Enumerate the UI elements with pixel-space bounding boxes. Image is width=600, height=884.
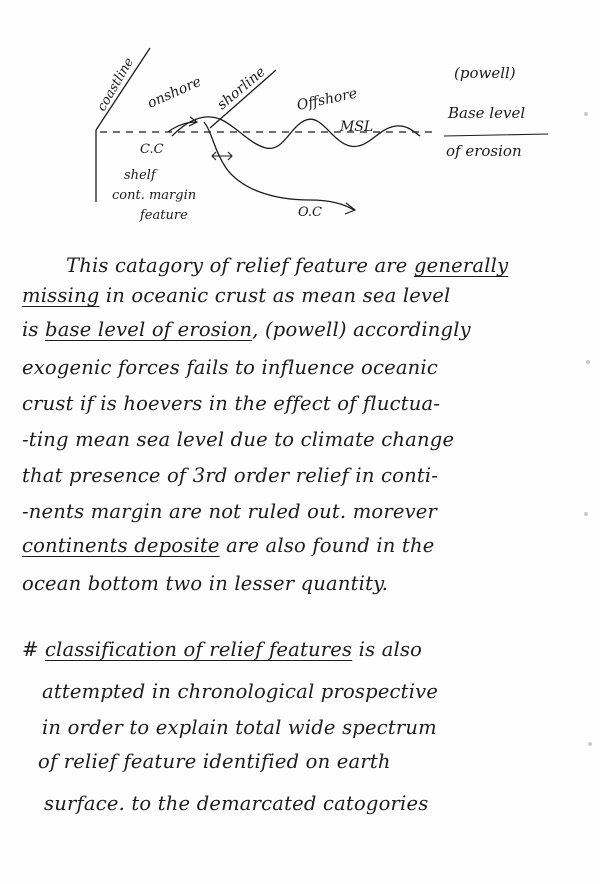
label-feature: feature	[140, 208, 188, 223]
label-coastline: coastline	[94, 55, 138, 114]
para2-line-4	[38, 750, 391, 773]
label-onshore: onshore	[145, 73, 204, 112]
para1-line-5-text: crust if is hoevers in the effect of fluctua-	[22, 392, 441, 415]
para2-line-2	[42, 680, 438, 703]
para1-underlined-missing: missing	[22, 284, 100, 307]
scan-speck	[584, 112, 588, 116]
label-cont-margin: cont. margin	[112, 188, 197, 203]
para2-line-4-text: of relief feature identified on earth	[38, 750, 391, 773]
label-cc: C.C	[140, 142, 164, 157]
para2-hash-mark: #	[22, 638, 45, 661]
label-offshore: Offshore	[295, 85, 359, 114]
label-oc: O.C	[298, 205, 322, 220]
label-shelf: shelf	[124, 168, 156, 183]
para1-line-10	[22, 572, 388, 595]
para1-line-9-text: are also found in the	[219, 534, 435, 557]
para2-underlined-classification: classification of relief features	[44, 638, 353, 661]
para2-line-3	[42, 716, 437, 739]
para1-line-4	[22, 356, 438, 379]
para1-line-2	[22, 284, 450, 307]
para1-underlined-continents-deposite: continents deposite	[22, 534, 220, 557]
label-base-level: Base level	[448, 104, 526, 122]
label-msl: MSL	[340, 119, 374, 135]
para1-line-1-text: This catagory of relief feature are	[66, 254, 414, 277]
para1-underlined-generally: generally	[413, 254, 509, 277]
para2-line-5	[44, 792, 428, 815]
para1-underlined-base-level: base level of erosion	[45, 318, 253, 341]
erosion-underline	[444, 134, 548, 136]
para1-line-9	[22, 534, 434, 557]
scan-speck	[588, 742, 592, 746]
label-of-erosion: of erosion	[446, 142, 522, 160]
para1-line-8-text: -nents margin are not ruled out. morever	[22, 500, 438, 523]
scan-speck	[586, 360, 590, 364]
para2-line-5-text: surface. to the demarcated catogories	[44, 792, 429, 815]
para1-line-8	[22, 500, 437, 523]
para1-line-3	[22, 318, 471, 341]
para2-line-1	[22, 638, 422, 661]
para1-line-6-text: -ting mean sea level due to climate change	[22, 428, 455, 451]
para2-line-3-text: in order to explain total wide spectrum	[42, 716, 437, 739]
para2-line-1-text: is also	[352, 638, 423, 661]
shelf-width-arrow	[212, 152, 232, 160]
para1-line-2-text: in oceanic crust as mean sea level	[99, 284, 451, 307]
para1-line-3-start: is	[22, 318, 46, 341]
para1-line-6	[22, 428, 454, 451]
para1-line-1	[66, 254, 508, 277]
coastal-zone-diagram	[0, 0, 600, 240]
para1-line-3-end: , (powell) accordingly	[252, 318, 471, 341]
scan-speck	[584, 512, 588, 516]
label-shoreline: shorline	[214, 63, 269, 114]
para1-line-7-text: that presence of 3rd order relief in conti-	[22, 464, 439, 487]
continental-slope-curve	[204, 122, 354, 210]
label-powell: (powell)	[454, 64, 516, 82]
para1-line-4-text: exogenic forces fails to influence oceanic	[22, 356, 438, 379]
para1-line-7	[22, 464, 438, 487]
para1-line-10-text: ocean bottom two in lesser quantity.	[22, 572, 389, 595]
para1-line-5	[22, 392, 440, 415]
para2-line-2-text: attempted in chronological prospective	[42, 680, 439, 703]
